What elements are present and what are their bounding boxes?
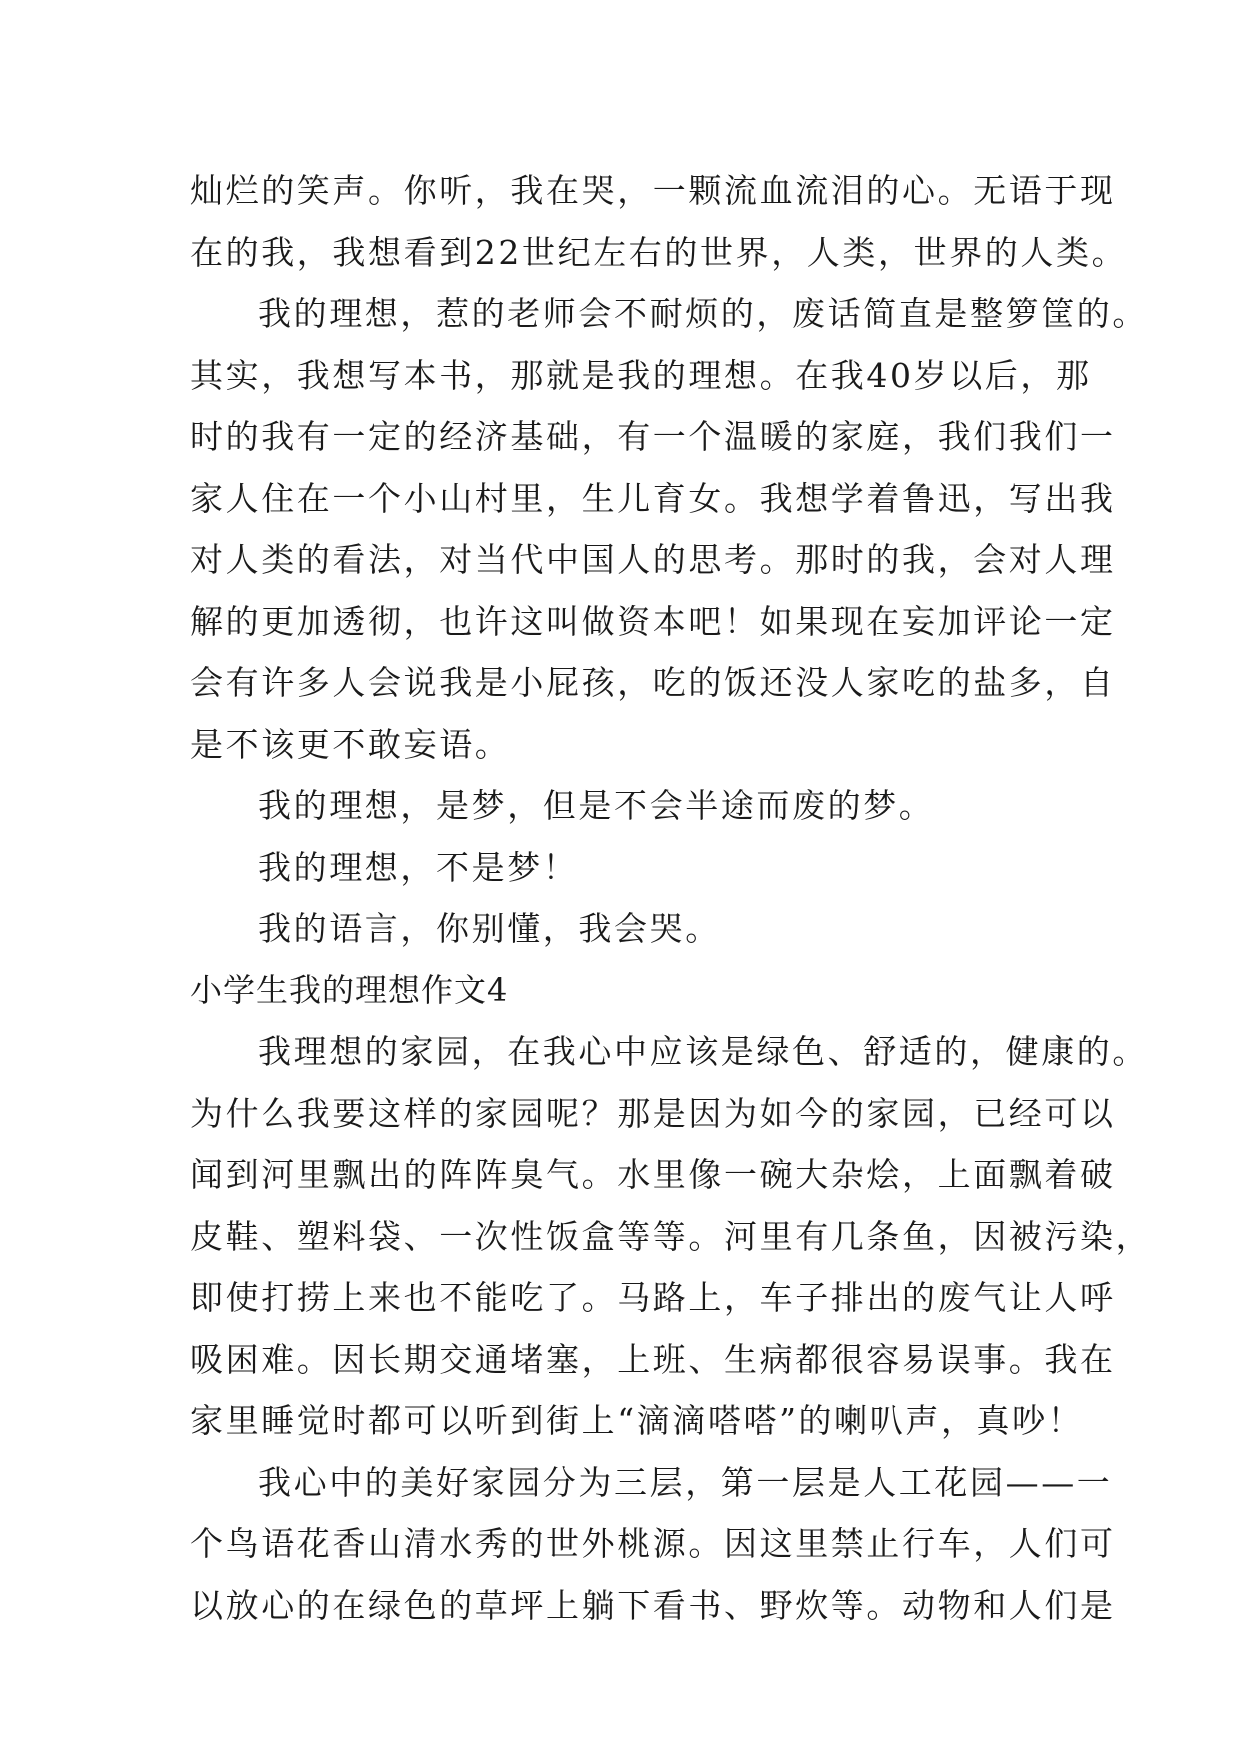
document-body [190,160,1152,1636]
text-line: 是不该更不敢妄语。 [190,724,511,764]
text-line: 其实，我想写本书，那就是我的理想。在我40岁以后，那 [190,355,1092,395]
text-line: 对人类的看法，对当代中国人的思考。那时的我，会对人理 [190,540,1116,579]
text-line: 为什么我要这样的家园呢？那是因为如今的家园，已经可以 [190,1093,1116,1133]
paragraph-start-line: 我的理想，不是梦！ [258,847,579,887]
paragraph-start-line: 我心中的美好家园分为三层，第一层是人工花园——一 [258,1462,1113,1502]
text-line: 时的我有一定的经济基础，有一个温暖的家庭，我们我们一 [190,417,1116,456]
text-line: 吸困难。因长期交通堵塞，上班、生病都很容易误事。我在 [190,1339,1116,1379]
section-heading: 小学生我的理想作文4 [190,970,509,1009]
paragraph-start-line: 我理想的家园，在我心中应该是绿色、舒适的，健康的。 [258,1032,1148,1071]
text-line: 以放心的在绿色的草坪上躺下看书、野炊等。动物和人们是 [190,1585,1116,1625]
text-line: 即使打捞上来也不能吃了。马路上，车子排出的废气让人呼 [190,1278,1116,1317]
text-line: 家里睡觉时都可以听到街上“滴滴嗒嗒”的喇叭声，真吵！ [190,1401,1084,1440]
paragraph-start-line: 我的语言，你别懂，我会哭。 [258,909,721,948]
paragraph-start-line: 我的理想，惹的老师会不耐烦的，废话简直是整箩筐的。 [258,294,1148,333]
text-line: 闻到河里飘出的阵阵臭气。水里像一碗大杂烩，上面飘着破 [190,1155,1116,1194]
text-line: 解的更加透彻，也许这叫做资本吧！如果现在妄加评论一定 [190,601,1116,641]
text-line: 灿烂的笑声。你听，我在哭，一颗流血流泪的心。无语于现 [190,171,1116,210]
text-line: 个鸟语花香山清水秀的世外桃源。因这里禁止行车，人们可 [190,1524,1116,1563]
text-line: 会有许多人会说我是小屁孩，吃的饭还没人家吃的盐多，自 [190,663,1116,702]
text-line: 在的我，我想看到22世纪左右的世界，人类，世界的人类。 [190,232,1128,272]
text-line: 皮鞋、塑料袋、一次性饭盒等等。河里有几条鱼，因被污染， [190,1216,1152,1256]
text-line: 家人住在一个小山村里，生儿育女。我想学着鲁迅，写出我 [190,478,1116,518]
paragraph-start-line: 我的理想，是梦，但是不会半途而废的梦。 [258,786,935,825]
